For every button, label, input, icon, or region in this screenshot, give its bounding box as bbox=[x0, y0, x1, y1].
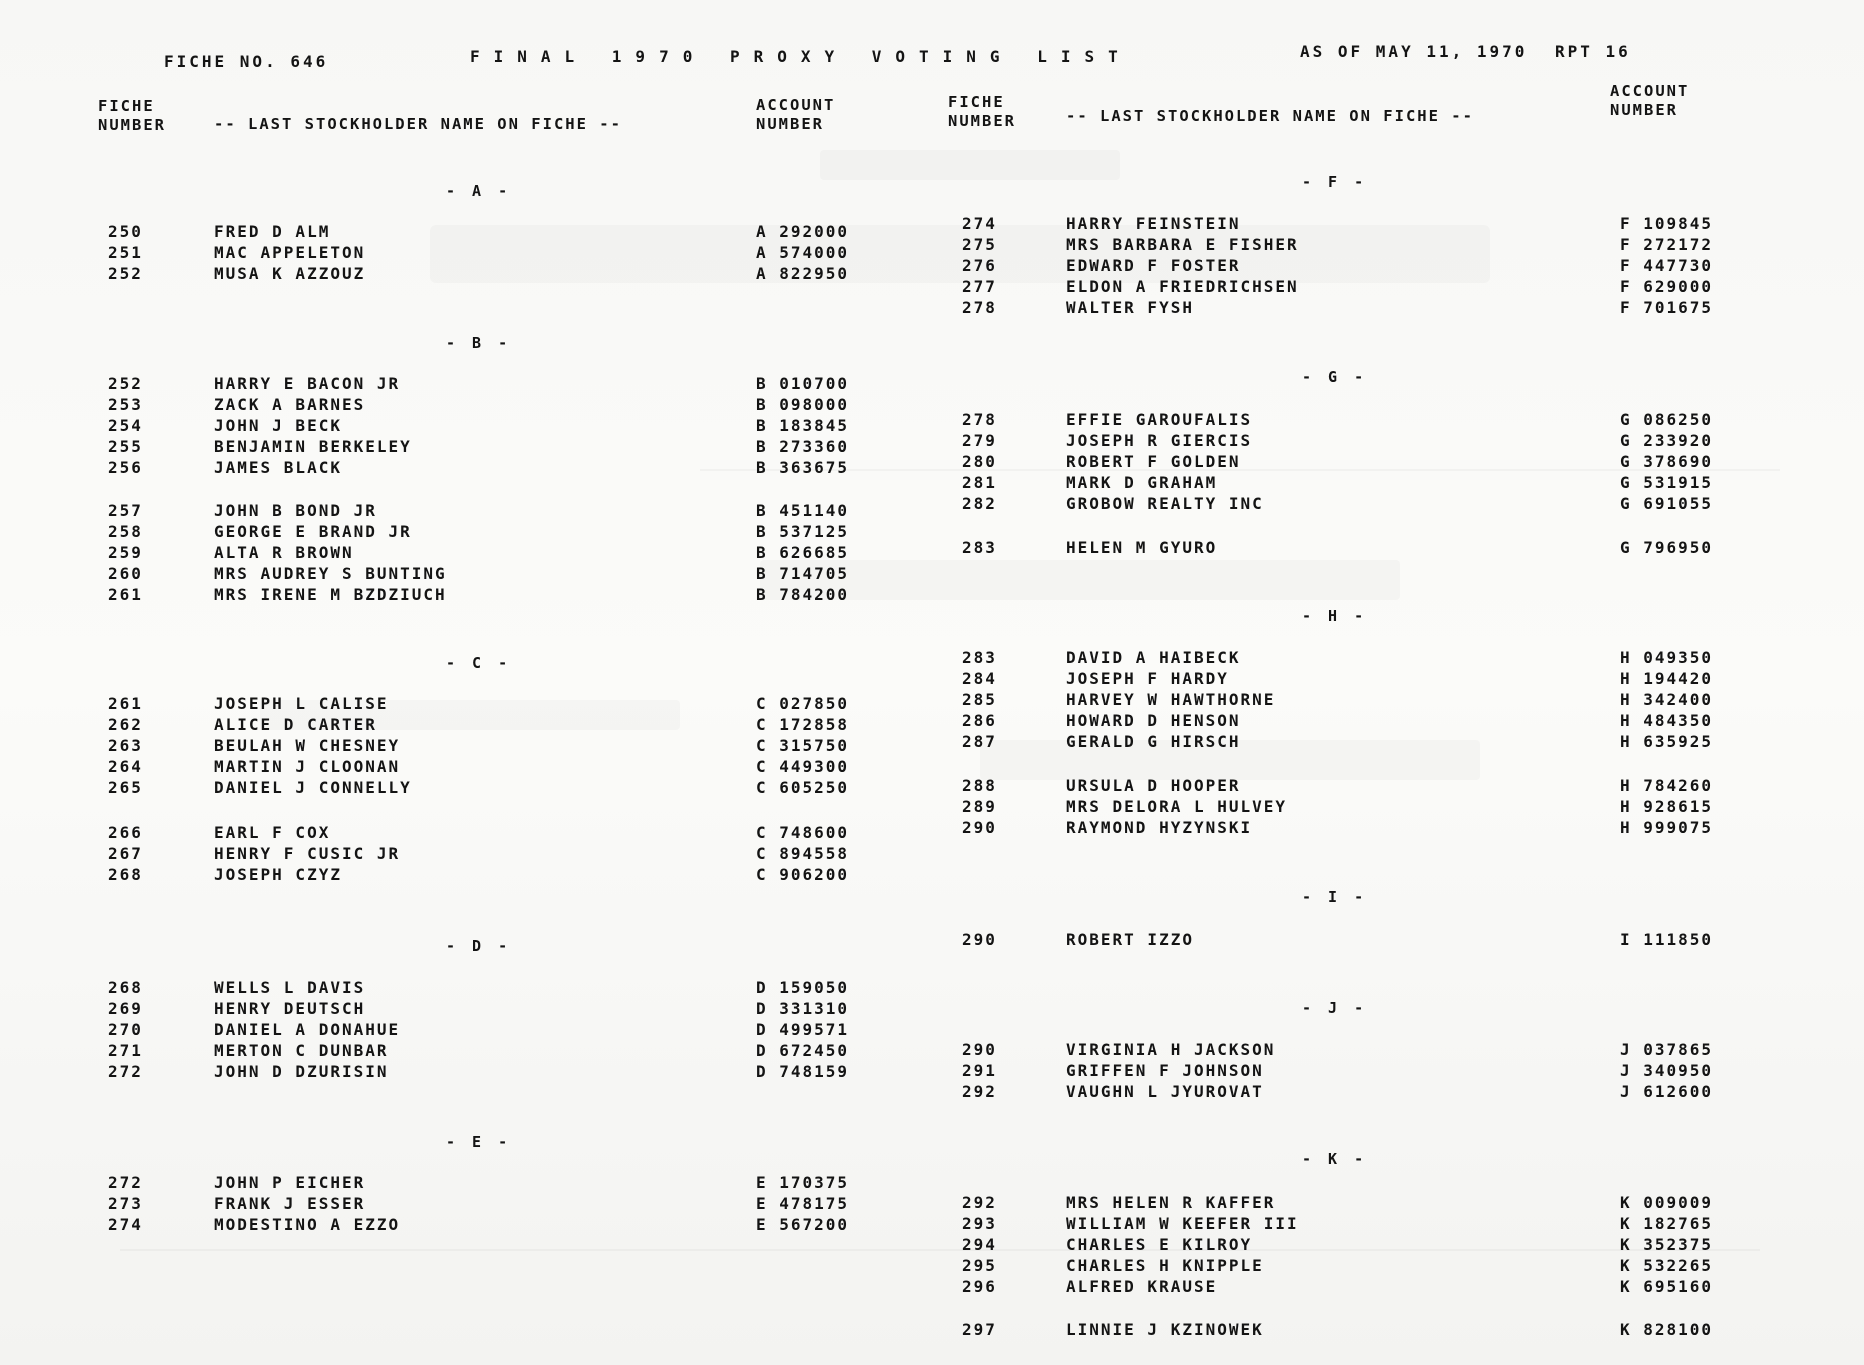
fiche-number-cell: 284 bbox=[962, 669, 997, 688]
left-name-header: -- LAST STOCKHOLDER NAME ON FICHE -- bbox=[214, 115, 622, 133]
section-letter-header: - A - bbox=[446, 182, 512, 200]
stockholder-name-cell: ELDON A FRIEDRICHSEN bbox=[1066, 277, 1299, 296]
account-number-cell: J 612600 bbox=[1620, 1082, 1714, 1101]
fiche-number-cell: 277 bbox=[962, 277, 997, 296]
fiche-number-cell: 297 bbox=[962, 1320, 997, 1339]
account-number-cell: K 352375 bbox=[1620, 1235, 1714, 1254]
fiche-number-cell: 281 bbox=[962, 473, 997, 492]
account-number-cell: C 906200 bbox=[756, 865, 850, 884]
stockholder-name-cell: JOSEPH L CALISE bbox=[214, 694, 389, 713]
stockholder-name-cell: VIRGINIA H JACKSON bbox=[1066, 1040, 1276, 1059]
stockholder-name-cell: WALTER FYSH bbox=[1066, 298, 1194, 317]
account-number-cell: F 629000 bbox=[1620, 277, 1714, 296]
account-number-cell: H 635925 bbox=[1620, 732, 1714, 751]
account-number-cell: F 272172 bbox=[1620, 235, 1714, 254]
stockholder-name-cell: EARL F COX bbox=[214, 823, 331, 842]
stockholder-name-cell: MUSA K AZZOUZ bbox=[214, 264, 366, 283]
fiche-number-cell: 258 bbox=[108, 522, 143, 541]
stockholder-name-cell: WILLIAM W KEEFER III bbox=[1066, 1214, 1299, 1233]
stockholder-name-cell: GRIFFEN F JOHNSON bbox=[1066, 1061, 1264, 1080]
fiche-number-cell: 254 bbox=[108, 416, 143, 435]
fiche-number-cell: 282 bbox=[962, 494, 997, 513]
left-account-header: ACCOUNT NUMBER bbox=[756, 96, 836, 133]
section-letter-header: - C - bbox=[446, 654, 512, 672]
fiche-number-cell: 283 bbox=[962, 648, 997, 667]
fiche-number-cell: 280 bbox=[962, 452, 997, 471]
stockholder-name-cell: MRS HELEN R KAFFER bbox=[1066, 1193, 1276, 1212]
account-number-cell: E 478175 bbox=[756, 1194, 850, 1213]
stockholder-name-cell: MRS IRENE M BZDZIUCH bbox=[214, 585, 447, 604]
section-letter-header: - K - bbox=[1302, 1150, 1368, 1168]
stockholder-name-cell: BEULAH W CHESNEY bbox=[214, 736, 401, 755]
stockholder-name-cell: JAMES BLACK bbox=[214, 458, 342, 477]
right-fiche-number-header: FICHE NUMBER bbox=[948, 93, 1016, 130]
stockholder-name-cell: GROBOW REALTY INC bbox=[1066, 494, 1264, 513]
stockholder-name-cell: HENRY F CUSIC JR bbox=[214, 844, 401, 863]
stockholder-name-cell: JOHN B BOND JR bbox=[214, 501, 377, 520]
stockholder-name-cell: LINNIE J KZINOWEK bbox=[1066, 1320, 1264, 1339]
fiche-number-cell: 250 bbox=[108, 222, 143, 241]
account-number-cell: J 037865 bbox=[1620, 1040, 1714, 1059]
stockholder-name-cell: GERALD G HIRSCH bbox=[1066, 732, 1241, 751]
stockholder-name-cell: HENRY DEUTSCH bbox=[214, 999, 366, 1018]
account-number-cell: C 894558 bbox=[756, 844, 850, 863]
section-letter-header: - D - bbox=[446, 937, 512, 955]
fiche-number-cell: 252 bbox=[108, 264, 143, 283]
account-number-cell: K 182765 bbox=[1620, 1214, 1714, 1233]
fiche-number-cell: 278 bbox=[962, 410, 997, 429]
account-number-cell: F 447730 bbox=[1620, 256, 1714, 275]
account-number-cell: C 027850 bbox=[756, 694, 850, 713]
fiche-number-cell: 290 bbox=[962, 930, 997, 949]
fiche-number-cell: 296 bbox=[962, 1277, 997, 1296]
stockholder-name-cell: WELLS L DAVIS bbox=[214, 978, 366, 997]
stockholder-name-cell: CHARLES H KNIPPLE bbox=[1066, 1256, 1264, 1275]
stockholder-name-cell: HELEN M GYURO bbox=[1066, 538, 1218, 557]
as-of-date: AS OF MAY 11, 1970 bbox=[1300, 42, 1528, 61]
section-letter-header: - B - bbox=[446, 334, 512, 352]
account-number-cell: E 170375 bbox=[756, 1173, 850, 1192]
account-number-cell: K 695160 bbox=[1620, 1277, 1714, 1296]
stockholder-name-cell: ROBERT IZZO bbox=[1066, 930, 1194, 949]
account-number-cell: B 537125 bbox=[756, 522, 850, 541]
stockholder-name-cell: DANIEL J CONNELLY bbox=[214, 778, 412, 797]
fiche-number-cell: 272 bbox=[108, 1062, 143, 1081]
account-number-cell: C 449300 bbox=[756, 757, 850, 776]
account-number-cell: G 531915 bbox=[1620, 473, 1714, 492]
fiche-number-cell: 272 bbox=[108, 1173, 143, 1192]
account-number-cell: H 928615 bbox=[1620, 797, 1714, 816]
fiche-number-cell: 292 bbox=[962, 1082, 997, 1101]
account-number-cell: D 672450 bbox=[756, 1041, 850, 1060]
stockholder-name-cell: MERTON C DUNBAR bbox=[214, 1041, 389, 1060]
report-number: RPT 16 bbox=[1555, 42, 1631, 61]
stockholder-name-cell: FRANK J ESSER bbox=[214, 1194, 366, 1213]
stockholder-name-cell: EFFIE GAROUFALIS bbox=[1066, 410, 1253, 429]
stockholder-name-cell: ALTA R BROWN bbox=[214, 543, 354, 562]
account-number-cell: F 701675 bbox=[1620, 298, 1714, 317]
stockholder-name-cell: FRED D ALM bbox=[214, 222, 331, 241]
fiche-number-cell: 275 bbox=[962, 235, 997, 254]
stockholder-name-cell: MRS BARBARA E FISHER bbox=[1066, 235, 1299, 254]
account-number-cell: B 784200 bbox=[756, 585, 850, 604]
fiche-number-cell: 252 bbox=[108, 374, 143, 393]
stockholder-name-cell: CHARLES E KILROY bbox=[1066, 1235, 1253, 1254]
stockholder-name-cell: EDWARD F FOSTER bbox=[1066, 256, 1241, 275]
fiche-number-cell: 285 bbox=[962, 690, 997, 709]
fiche-number-cell: 257 bbox=[108, 501, 143, 520]
fiche-number-cell: 292 bbox=[962, 1193, 997, 1212]
stockholder-name-cell: JOSEPH R GIERCIS bbox=[1066, 431, 1253, 450]
stockholder-name-cell: JOHN J BECK bbox=[214, 416, 342, 435]
stockholder-name-cell: MODESTINO A EZZO bbox=[214, 1215, 401, 1234]
stockholder-name-cell: JOHN D DZURISIN bbox=[214, 1062, 389, 1081]
account-number-cell: K 009009 bbox=[1620, 1193, 1714, 1212]
account-number-cell: B 273360 bbox=[756, 437, 850, 456]
fiche-number-cell: 271 bbox=[108, 1041, 143, 1060]
fiche-number-cell: 274 bbox=[108, 1215, 143, 1234]
fiche-number-cell: 279 bbox=[962, 431, 997, 450]
fiche-number-cell: 290 bbox=[962, 1040, 997, 1059]
stockholder-name-cell: MAC APPELETON bbox=[214, 243, 366, 262]
account-number-cell: B 626685 bbox=[756, 543, 850, 562]
account-number-cell: B 363675 bbox=[756, 458, 850, 477]
stockholder-name-cell: HARVEY W HAWTHORNE bbox=[1066, 690, 1276, 709]
fiche-number-cell: 255 bbox=[108, 437, 143, 456]
stockholder-name-cell: GEORGE E BRAND JR bbox=[214, 522, 412, 541]
stockholder-name-cell: ALFRED KRAUSE bbox=[1066, 1277, 1218, 1296]
account-number-cell: G 378690 bbox=[1620, 452, 1714, 471]
fiche-number-cell: 286 bbox=[962, 711, 997, 730]
fiche-number-cell: 289 bbox=[962, 797, 997, 816]
fiche-number-cell: 273 bbox=[108, 1194, 143, 1213]
report-title: FINAL 1970 PROXY VOTING LIST bbox=[470, 47, 1132, 66]
section-letter-header: - E - bbox=[446, 1133, 512, 1151]
account-number-cell: C 172858 bbox=[756, 715, 850, 734]
fiche-number-cell: 276 bbox=[962, 256, 997, 275]
fiche-number-cell: 266 bbox=[108, 823, 143, 842]
account-number-cell: A 574000 bbox=[756, 243, 850, 262]
stockholder-name-cell: JOSEPH CZYZ bbox=[214, 865, 342, 884]
fiche-number-cell: 291 bbox=[962, 1061, 997, 1080]
fiche-number-cell: 261 bbox=[108, 585, 143, 604]
fiche-number-cell: 269 bbox=[108, 999, 143, 1018]
account-number-cell: K 828100 bbox=[1620, 1320, 1714, 1339]
account-number-cell: A 292000 bbox=[756, 222, 850, 241]
fiche-number-cell: 268 bbox=[108, 865, 143, 884]
stockholder-name-cell: ROBERT F GOLDEN bbox=[1066, 452, 1241, 471]
fiche-number-cell: 267 bbox=[108, 844, 143, 863]
stockholder-name-cell: JOHN P EICHER bbox=[214, 1173, 366, 1192]
account-number-cell: E 567200 bbox=[756, 1215, 850, 1234]
stockholder-name-cell: JOSEPH F HARDY bbox=[1066, 669, 1229, 688]
account-number-cell: B 098000 bbox=[756, 395, 850, 414]
account-number-cell: J 340950 bbox=[1620, 1061, 1714, 1080]
right-name-header: -- LAST STOCKHOLDER NAME ON FICHE -- bbox=[1066, 107, 1474, 125]
stockholder-name-cell: HARRY E BACON JR bbox=[214, 374, 401, 393]
account-number-cell: C 315750 bbox=[756, 736, 850, 755]
fiche-number-cell: 262 bbox=[108, 715, 143, 734]
stockholder-name-cell: MRS AUDREY S BUNTING bbox=[214, 564, 447, 583]
account-number-cell: C 605250 bbox=[756, 778, 850, 797]
account-number-cell: I 111850 bbox=[1620, 930, 1714, 949]
fiche-number-cell: 294 bbox=[962, 1235, 997, 1254]
fiche-number-cell: 274 bbox=[962, 214, 997, 233]
fiche-number-cell: 295 bbox=[962, 1256, 997, 1275]
stockholder-name-cell: DANIEL A DONAHUE bbox=[214, 1020, 401, 1039]
section-letter-header: - I - bbox=[1302, 888, 1368, 906]
account-number-cell: H 784260 bbox=[1620, 776, 1714, 795]
account-number-cell: B 714705 bbox=[756, 564, 850, 583]
account-number-cell: G 796950 bbox=[1620, 538, 1714, 557]
account-number-cell: G 233920 bbox=[1620, 431, 1714, 450]
account-number-cell: H 999075 bbox=[1620, 818, 1714, 837]
left-fiche-number-header: FICHE NUMBER bbox=[98, 97, 166, 134]
section-letter-header: - H - bbox=[1302, 607, 1368, 625]
account-number-cell: K 532265 bbox=[1620, 1256, 1714, 1275]
fiche-number-cell: 288 bbox=[962, 776, 997, 795]
stockholder-name-cell: ZACK A BARNES bbox=[214, 395, 366, 414]
account-number-cell: H 049350 bbox=[1620, 648, 1714, 667]
account-number-cell: B 010700 bbox=[756, 374, 850, 393]
stockholder-name-cell: ALICE D CARTER bbox=[214, 715, 377, 734]
account-number-cell: D 748159 bbox=[756, 1062, 850, 1081]
section-letter-header: - G - bbox=[1302, 368, 1368, 386]
fiche-number-cell: 270 bbox=[108, 1020, 143, 1039]
account-number-cell: C 748600 bbox=[756, 823, 850, 842]
fiche-number-label: FICHE NO. 646 bbox=[164, 52, 329, 71]
account-number-cell: H 194420 bbox=[1620, 669, 1714, 688]
fiche-number-cell: 263 bbox=[108, 736, 143, 755]
account-number-cell: D 159050 bbox=[756, 978, 850, 997]
fiche-number-cell: 253 bbox=[108, 395, 143, 414]
account-number-cell: F 109845 bbox=[1620, 214, 1714, 233]
account-number-cell: B 451140 bbox=[756, 501, 850, 520]
fiche-number-cell: 259 bbox=[108, 543, 143, 562]
stockholder-name-cell: BENJAMIN BERKELEY bbox=[214, 437, 412, 456]
stockholder-name-cell: URSULA D HOOPER bbox=[1066, 776, 1241, 795]
stockholder-name-cell: VAUGHN L JYUROVAT bbox=[1066, 1082, 1264, 1101]
stockholder-name-cell: MARK D GRAHAM bbox=[1066, 473, 1218, 492]
fiche-number-cell: 260 bbox=[108, 564, 143, 583]
fiche-number-cell: 278 bbox=[962, 298, 997, 317]
fiche-number-cell: 251 bbox=[108, 243, 143, 262]
section-letter-header: - J - bbox=[1302, 999, 1368, 1017]
stockholder-name-cell: MARTIN J CLOONAN bbox=[214, 757, 401, 776]
account-number-cell: D 331310 bbox=[756, 999, 850, 1018]
account-number-cell: B 183845 bbox=[756, 416, 850, 435]
account-number-cell: G 086250 bbox=[1620, 410, 1714, 429]
fiche-number-cell: 261 bbox=[108, 694, 143, 713]
fiche-number-cell: 283 bbox=[962, 538, 997, 557]
fiche-number-cell: 287 bbox=[962, 732, 997, 751]
stockholder-name-cell: HOWARD D HENSON bbox=[1066, 711, 1241, 730]
fiche-number-cell: 293 bbox=[962, 1214, 997, 1233]
stockholder-name-cell: RAYMOND HYZYNSKI bbox=[1066, 818, 1253, 837]
section-letter-header: - F - bbox=[1302, 173, 1368, 191]
account-number-cell: H 342400 bbox=[1620, 690, 1714, 709]
right-account-header: ACCOUNT NUMBER bbox=[1610, 82, 1690, 119]
fiche-number-cell: 290 bbox=[962, 818, 997, 837]
account-number-cell: D 499571 bbox=[756, 1020, 850, 1039]
fiche-number-cell: 264 bbox=[108, 757, 143, 776]
stockholder-name-cell: DAVID A HAIBECK bbox=[1066, 648, 1241, 667]
account-number-cell: G 691055 bbox=[1620, 494, 1714, 513]
stockholder-name-cell: HARRY FEINSTEIN bbox=[1066, 214, 1241, 233]
stockholder-name-cell: MRS DELORA L HULVEY bbox=[1066, 797, 1288, 816]
account-number-cell: H 484350 bbox=[1620, 711, 1714, 730]
fiche-number-cell: 265 bbox=[108, 778, 143, 797]
fiche-number-cell: 268 bbox=[108, 978, 143, 997]
fiche-number-cell: 256 bbox=[108, 458, 143, 477]
account-number-cell: A 822950 bbox=[756, 264, 850, 283]
